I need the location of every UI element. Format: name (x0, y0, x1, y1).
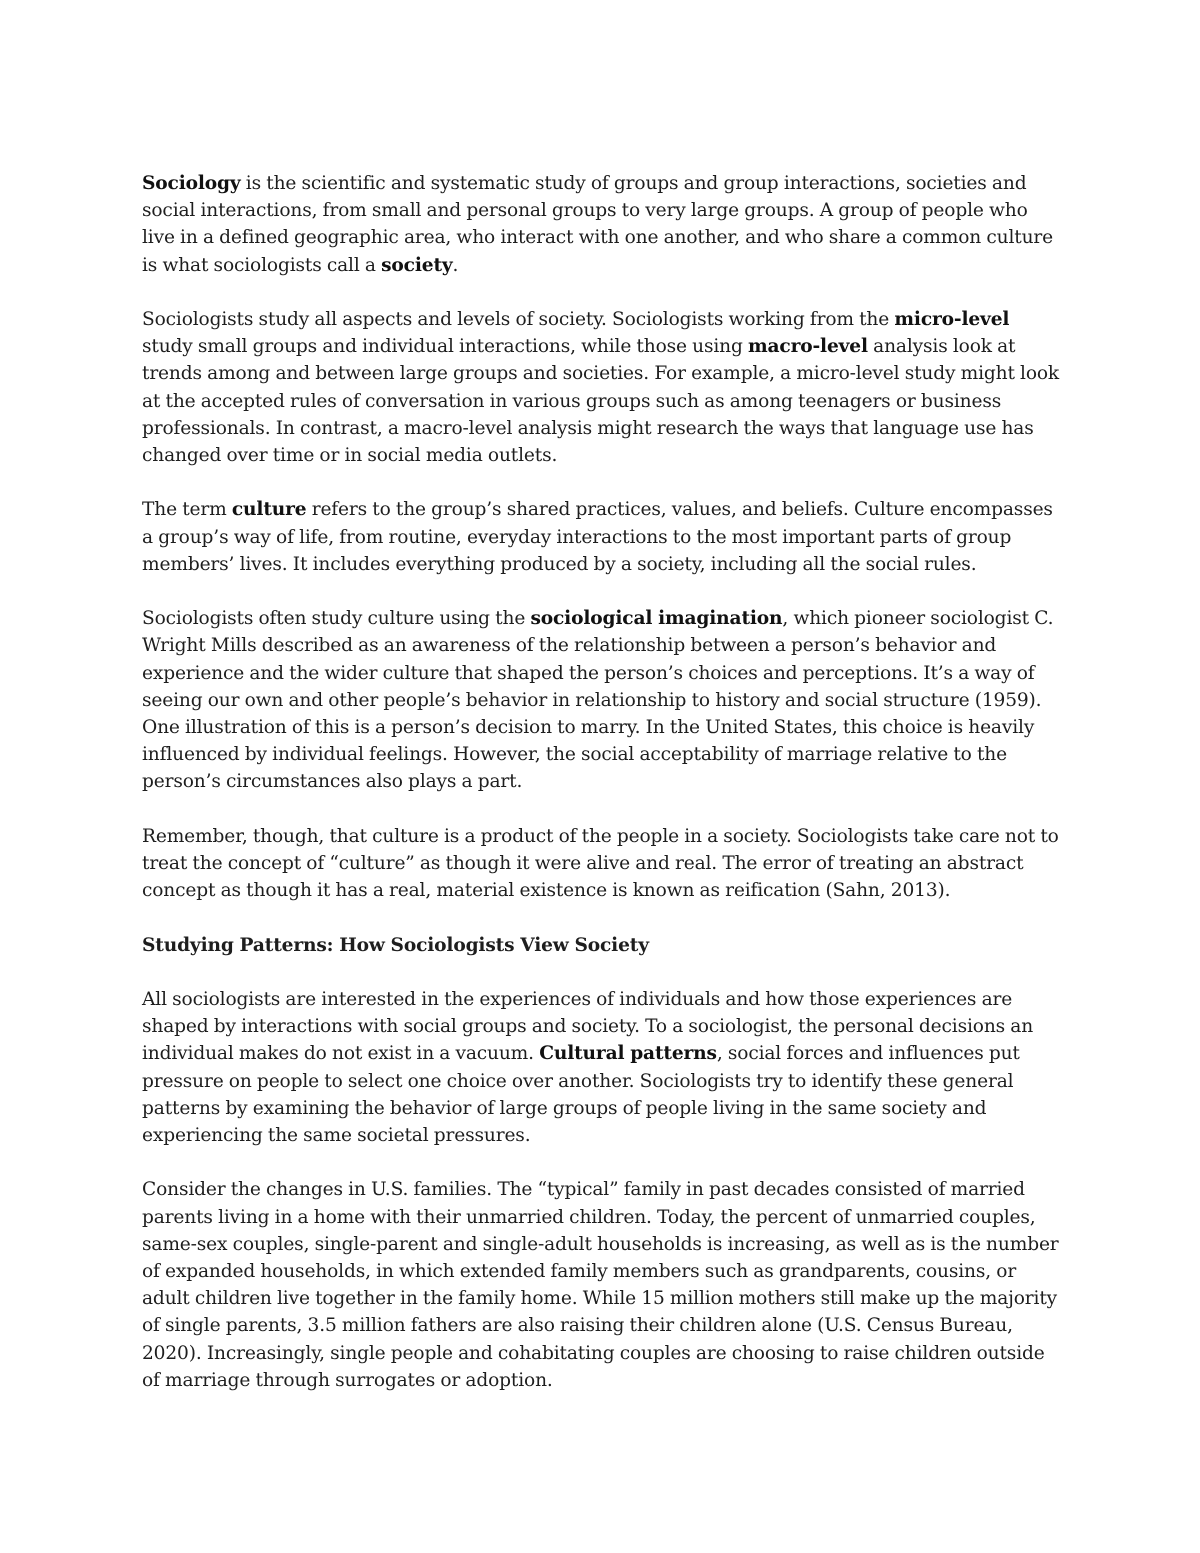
paragraph-cultural-patterns (142, 986, 1062, 1149)
paragraph-text: Sociologists study all aspects and levels of society. Sociologists working from the (142, 309, 895, 330)
document-page (142, 170, 1062, 1421)
term-society: society (381, 254, 453, 276)
term-micro-level: micro-level (894, 309, 1010, 330)
paragraph-levels-of-society (142, 306, 1062, 469)
paragraph-us-families (142, 1176, 1062, 1394)
paragraph-text: refers to the group’s shared practices, values, and beliefs. Culture encompasses a group’s way of life, from routine, everyday interactions to the most important parts of group members’ lives. It includes everything produced by a society, including all the social rules. (142, 499, 1053, 575)
term-macro-level: macro-level (748, 336, 868, 358)
paragraph-text: , which pioneer sociologist C. Wright Mills described as an awareness of the relationship between a person’s behavior and experience and the wider culture that shaped the person’s choices and perceptions. It’s a way of seeing our own and other people’s behavior in relationship to history and social structure (1959). One illustration of this is a person’s decision to marry. In the United States, this choice is heavily influenced by individual feelings. However, the social acceptability of marriage relative to the person’s circumstances also plays a part. (142, 608, 1054, 793)
term-sociological-imagination: sociological imagination (530, 608, 783, 630)
paragraph-text: study small groups and individual interactions, while those using (142, 336, 748, 358)
paragraph-text: Consider the changes in U.S. families. The “typical” family in past decades consisted of married parents living in a home with their unmarried children. Today, the percent of unmarried couples, same-sex couples, single-parent and single-adult households is increasing, as well as is the number of expanded households, in which extended family members such as grandparents, cousins, or adult children live together in the family home. While 15 million mothers still make up the majority of single parents, 3.5 million fathers are also raising their children alone (U.S. Census Bureau, 2020). Increasingly, single people and cohabitating couples are choosing to raise children outside of marriage through surrogates or adoption. (142, 1179, 1059, 1391)
paragraph-text: analysis look at trends among and between large groups and societies. For example, a micro-level study might look at the accepted rules of conversation in various groups such as among teenagers or business professionals. In contrast, a macro-level analysis might research the ways that language use has changed over time or in social media outlets. (142, 336, 1060, 467)
paragraph-text: All sociologists are interested in the experiences of individuals and how those experiences are shaped by interactions with social groups and society. To a sociologist, the personal decisions an individual makes do not exist in a vacuum. (142, 989, 1034, 1065)
paragraph-text: is the scientific and systematic study of groups and group interactions, societies and social interactions, from small and personal groups to very large groups. A group of people who live in a defined geographic area, who interact with one another, and who share a common culture is what sociologists call a (142, 173, 1054, 276)
paragraph-sociological-imagination (142, 605, 1062, 795)
paragraph-culture (142, 496, 1062, 578)
paragraph-sociology-definition (142, 170, 1062, 279)
term-cultural-patterns: Cultural patterns (539, 1043, 717, 1065)
paragraph-text: The term (142, 499, 232, 521)
paragraph-text: . (452, 254, 459, 276)
term-culture: culture (231, 499, 307, 521)
term-sociology: Sociology (142, 173, 241, 194)
paragraph-text: Sociologists often study culture using the (142, 608, 531, 630)
paragraph-text: , social forces and influences put pressure on people to select one choice over another. Sociologists try to identify these general patterns by examining the behavior of large groups of people living in the same society and experiencing the same societal pressures. (142, 1043, 1020, 1147)
paragraph-reification (142, 823, 1062, 905)
section-heading: Studying Patterns: How Sociologists View Society (142, 934, 649, 956)
paragraph-text: Remember, though, that culture is a product of the people in a society. Sociologists take care not to treat the concept of “culture” as though it were alive and real. The error of treating an abstract concept as though it has a real, material existence is known as reification (Sahn, 2013). (142, 825, 1059, 902)
